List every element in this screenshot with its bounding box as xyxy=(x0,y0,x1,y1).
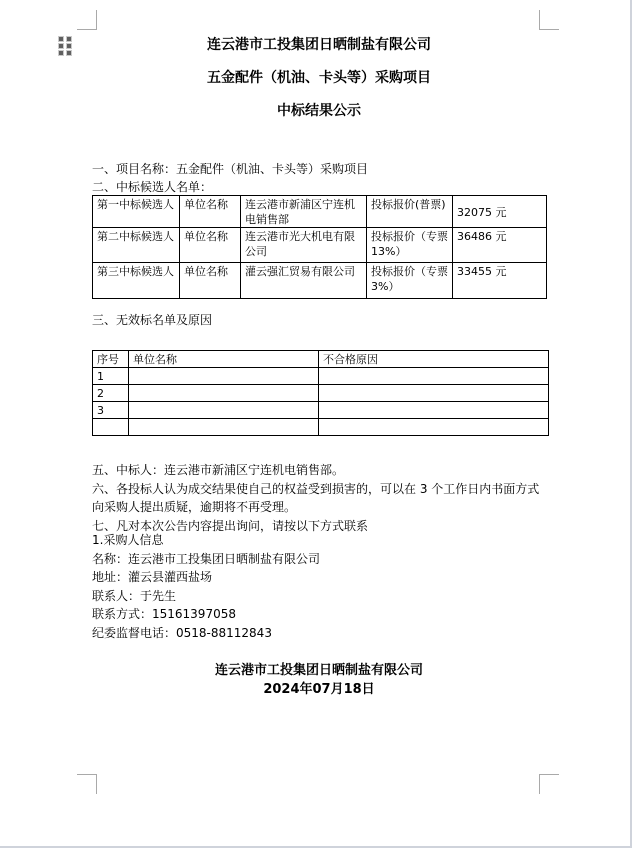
candidate-price-cell: 36486 元 xyxy=(453,228,547,263)
invalid-row-2 xyxy=(93,385,549,402)
document-title-result: 中标结果公示 xyxy=(277,103,361,119)
text-boundary-mark-bottom-left xyxy=(77,774,97,794)
candidate-row-3 xyxy=(93,263,547,299)
candidate-company-cell: 连云港市光大机电有限公司 xyxy=(241,228,367,263)
candidate-price-label-cell: 投标报价（专票13%） xyxy=(367,228,453,263)
signature-block xyxy=(92,661,546,699)
invalid-table-header-row xyxy=(93,351,549,368)
invalid-unit-cell xyxy=(129,419,319,436)
candidate-unit-label-cell: 单位名称 xyxy=(180,228,241,263)
invalid-bids-table xyxy=(92,350,549,436)
candidate-rank-cell: 第三中标候选人 xyxy=(93,263,180,299)
invalid-row-4 xyxy=(93,419,549,436)
invalid-unit-cell xyxy=(129,368,319,385)
footer-date: 2024年07月18日 xyxy=(263,682,375,697)
invalid-row-1 xyxy=(93,368,549,385)
contact-phone: 联系方式：15161397058 xyxy=(92,607,236,621)
invalid-index-cell: 2 xyxy=(93,385,129,402)
candidates-table xyxy=(92,195,547,299)
candidate-price-cell: 33455 元 xyxy=(453,263,547,299)
text-boundary-mark-top-left xyxy=(77,10,97,30)
text-boundary-mark-top-right xyxy=(539,10,559,30)
section-project-name: 一、项目名称：五金配件（机油、卡头等）采购项目 xyxy=(92,162,369,176)
candidate-rank-cell: 第二中标候选人 xyxy=(93,228,180,263)
invalid-header-unit: 单位名称 xyxy=(129,351,319,368)
section-invalid-heading: 三、无效标名单及原因 xyxy=(92,313,213,327)
candidate-rank-cell: 第一中标候选人 xyxy=(93,196,180,228)
page-edge-bottom xyxy=(0,846,632,848)
candidate-company-cell: 连云港市新浦区宁连机电销售部 xyxy=(241,196,367,228)
section-winner: 五、中标人：连云港市新浦区宁连机电销售部。 xyxy=(92,463,345,477)
candidate-row-1 xyxy=(93,196,547,228)
invalid-header-index: 序号 xyxy=(93,351,129,368)
document-title-project: 五金配件（机油、卡头等）采购项目 xyxy=(207,70,431,86)
invalid-index-cell: 3 xyxy=(93,402,129,419)
contact-person: 联系人：于先生 xyxy=(92,588,177,603)
invalid-unit-cell xyxy=(129,385,319,402)
invalid-row-3 xyxy=(93,402,549,419)
invalid-reason-cell xyxy=(319,385,549,402)
purchaser-address: 地址：灌云县灌西盐场 xyxy=(92,570,213,584)
candidate-price-label-cell: 投标报价(普票) xyxy=(367,196,453,228)
candidate-unit-label-cell: 单位名称 xyxy=(180,263,241,299)
section-candidates-heading: 二、中标候选人名单： xyxy=(92,180,213,194)
purchaser-name: 名称：连云港市工投集团日晒制盐有限公司 xyxy=(92,551,321,566)
invalid-unit-cell xyxy=(129,402,319,419)
invalid-reason-cell xyxy=(319,368,549,385)
page-edge-right xyxy=(630,0,632,848)
purchaser-info-heading: 1.采购人信息 xyxy=(92,533,164,547)
candidate-row-2 xyxy=(93,228,547,263)
text-boundary-mark-bottom-right xyxy=(539,774,559,794)
invalid-header-reason: 不合格原因 xyxy=(319,351,549,368)
invalid-reason-cell xyxy=(319,419,549,436)
candidate-price-label-cell: 投标报价（专票3%） xyxy=(367,263,453,299)
invalid-reason-cell xyxy=(319,402,549,419)
footer-company: 连云港市工投集团日晒制盐有限公司 xyxy=(214,663,423,678)
candidate-unit-label-cell: 单位名称 xyxy=(180,196,241,228)
notes-paragraphs xyxy=(92,461,546,535)
drag-handle-icon[interactable] xyxy=(59,37,71,55)
invalid-index-cell: 1 xyxy=(93,368,129,385)
section-inquiry: 七、凡对本次公告内容提出询问，请按以下方式联系 xyxy=(92,518,369,533)
invalid-index-cell xyxy=(93,419,129,436)
candidate-price-cell: 32075 元 xyxy=(453,196,547,228)
section-objection: 六、各投标人认为成交结果使自己的权益受到损害的，可以在 3 个工作日内书面方式向采购人提出质疑，逾期将不再受理。 xyxy=(92,481,540,514)
purchaser-info-block xyxy=(92,531,546,642)
document-title-company: 连云港市工投集团日晒制盐有限公司 xyxy=(207,37,431,53)
supervision-phone: 纪委监督电话：0518-88112843 xyxy=(92,625,272,640)
candidate-company-cell: 灌云强汇贸易有限公司 xyxy=(241,263,367,299)
